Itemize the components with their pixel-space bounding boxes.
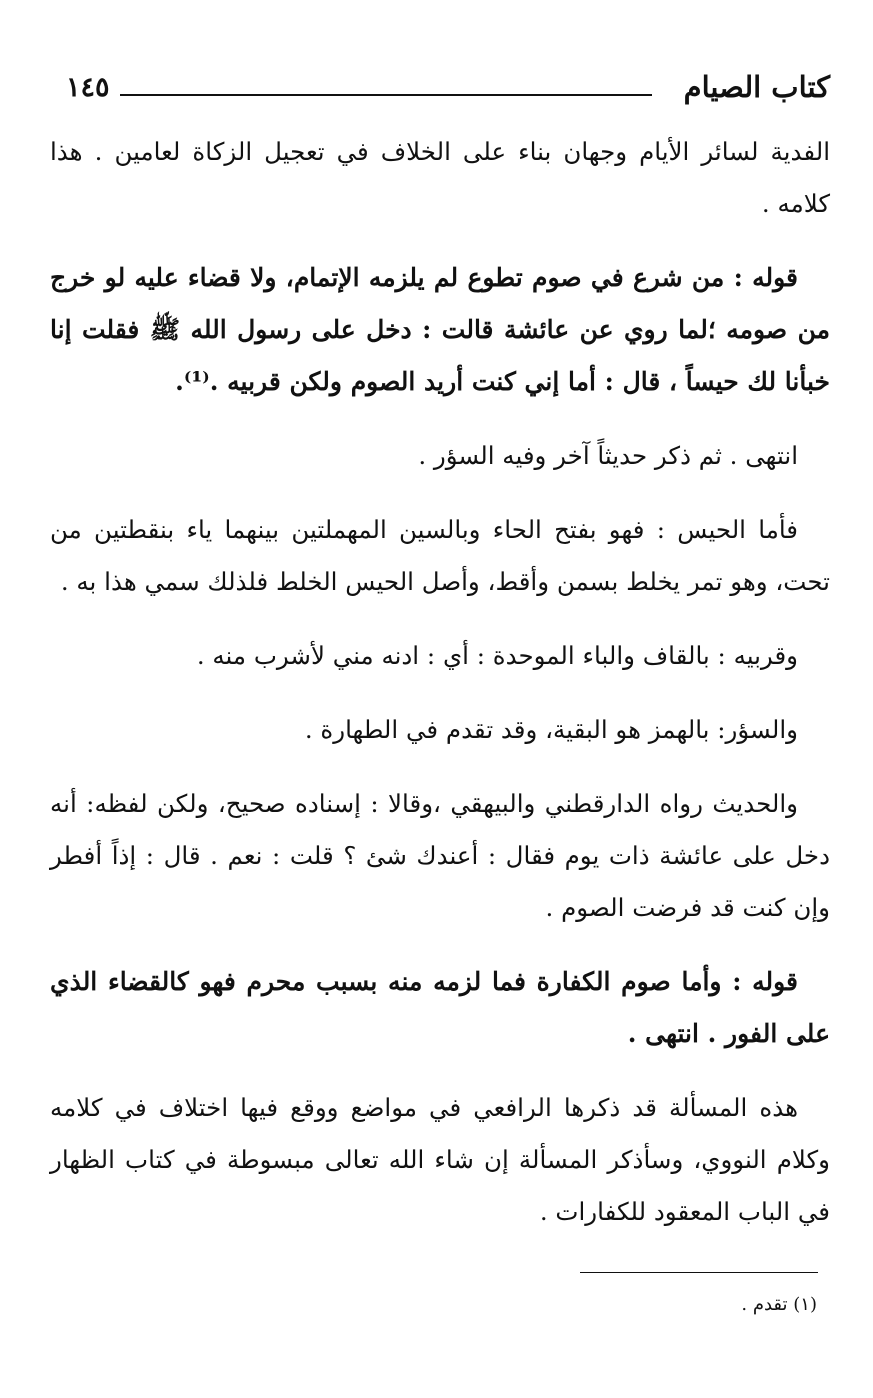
quoted-statement-1: قوله : من شرع في صوم تطوع لم يلزمه الإتمام، ولا قضاء عليه لو خرج من صومه ؛لما روي عن عائشة قالت : دخل على رسول الله ﷺ فقلت إنا خبأنا لك حيساً ، قال : أما إني كنت أريد الصوم ولكن قربيه .⁽¹⁾. — [50, 263, 830, 396]
paragraph-6: والسؤر: بالهمز هو البقية، وقد تقدم في الطهارة . — [304, 715, 798, 744]
page-header — [66, 70, 830, 120]
paragraph-5: وقربيه : بالقاف والباء الموحدة : أي : ادنه مني لأشرب منه . — [196, 641, 798, 670]
footnote-rule — [580, 1272, 818, 1273]
chapter-title: كتاب الصيام — [683, 70, 830, 104]
paragraph-9: هذه المسألة قد ذكرها الرافعي في مواضع ووقع فيها اختلاف في كلامه وكلام النووي، وسأذكر المسألة إن شاء الله تعالى مبسوطة في كتاب الظهار في الباب المعقود للكفارات . — [50, 1093, 830, 1226]
page-number: ١٤٥ — [66, 72, 110, 103]
paragraph-1: الفدية لسائر الأيام وجهان بناء على الخلاف في تعجيل الزكاة لعامين . هذا كلامه . — [50, 137, 830, 218]
paragraph-4: فأما الحيس : فهو بفتح الحاء وبالسين المهملتين بينهما ياء بنقطتين من تحت، وهو تمر يخلط بسمن وأقط، وأصل الحيس الخلط فلذلك سمي هذا به . — [50, 515, 830, 596]
header-rule — [120, 94, 652, 96]
paragraph-3: انتهى . ثم ذكر حديثاً آخر وفيه السؤر . — [418, 441, 798, 470]
main-text — [50, 126, 830, 1260]
footnote: (١) تقدم . — [741, 1294, 817, 1315]
quoted-statement-2: قوله : وأما صوم الكفارة فما لزمه منه بسبب محرم فهو كالقضاء الذي على الفور . انتهى . — [50, 967, 830, 1048]
paragraph-7: والحديث رواه الدارقطني والبيهقي ،وقالا : إسناده صحيح، ولكن لفظه: أنه دخل على عائشة ذات يوم فقال : أعندك شئ ؟ قلت : نعم . قال : إذاً أفطر وإن كنت قد فرضت الصوم . — [50, 789, 830, 922]
